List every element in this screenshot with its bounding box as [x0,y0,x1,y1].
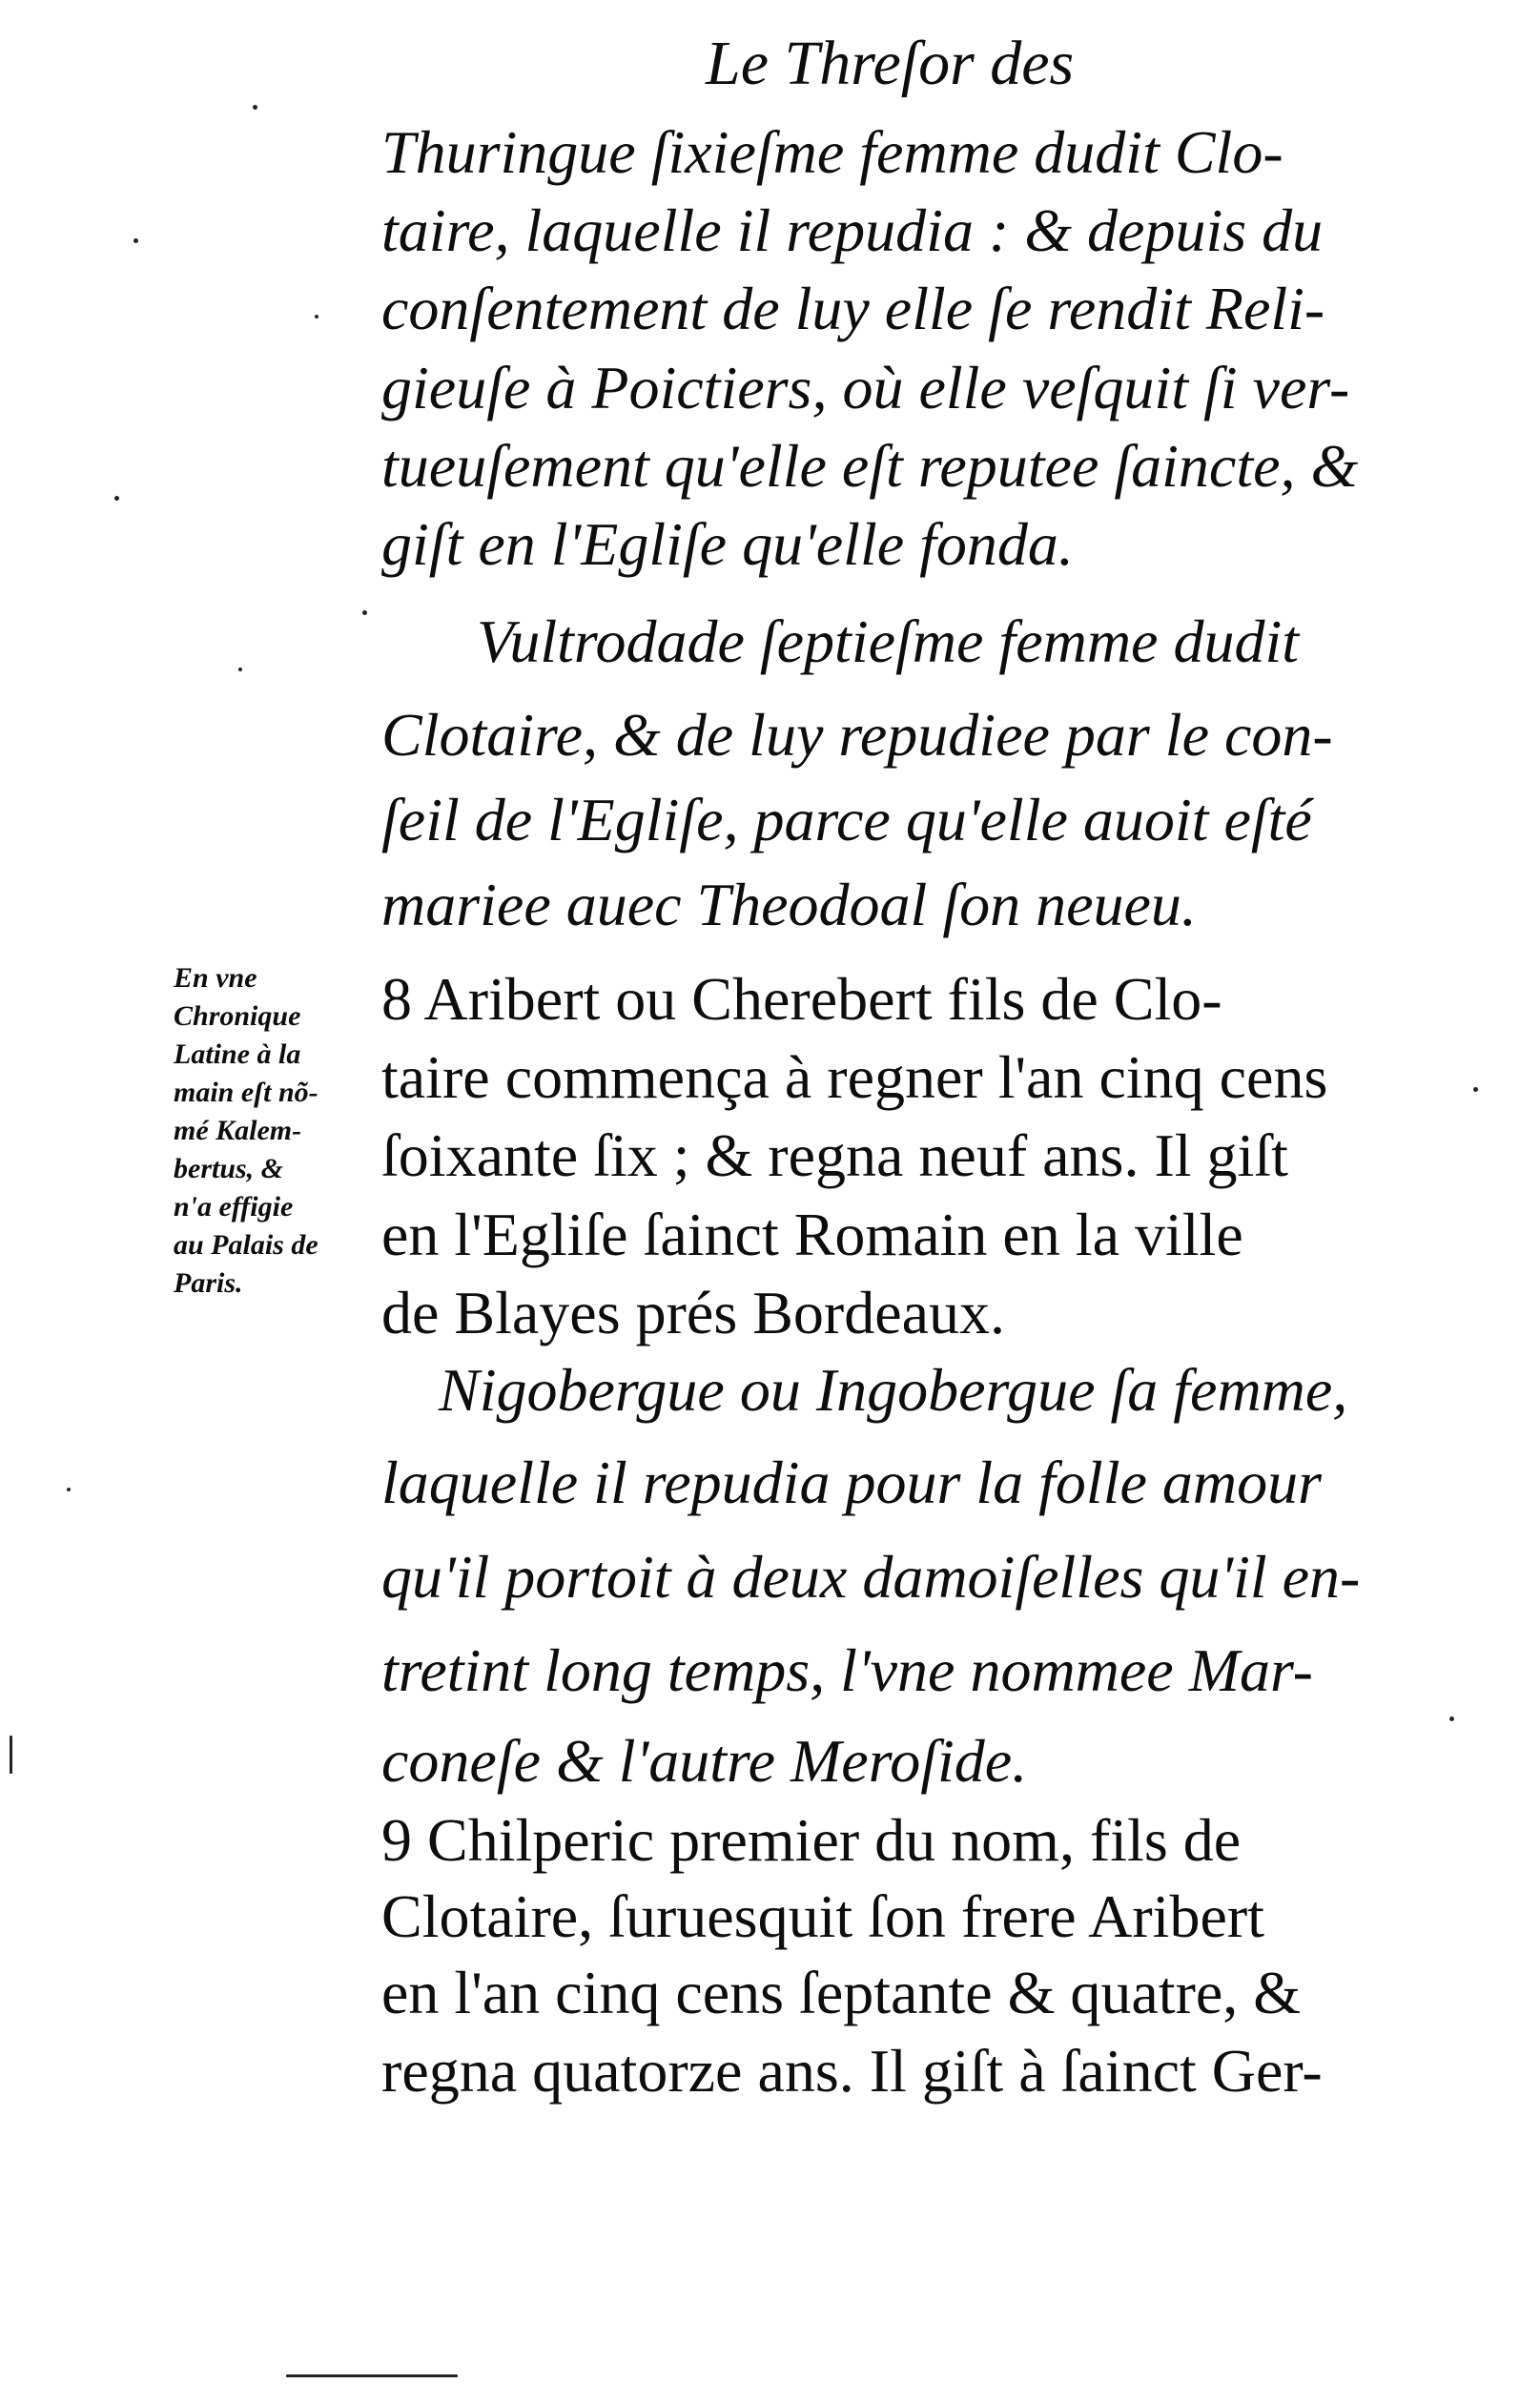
text-line: mariee auec Theodoal ſon neueu. [381,871,1197,938]
text-line: 9 Chilperic premier du nom, fils de [381,1806,1242,1874]
margin-note-line: au Palais de [174,1229,318,1261]
text-line: gieuſe à Poictiers, où elle veſquit ſi ver- [381,354,1350,421]
margin-note-line: Latine à la [174,1038,301,1070]
text-line: Thuringue ſixieſme femme dudit Clo- [381,118,1283,186]
text-line: taire commença à regner l'an cinq cens [381,1043,1328,1111]
text-line: de Blayes prés Bordeaux. [381,1279,1006,1346]
text-line: ſeil de l'Egliſe, parce qu'elle auoit eſté [381,786,1312,853]
margin-note-line: Paris. [174,1267,243,1299]
text-line: ſoixante ſix ; & regna neuf ans. Il giſt [381,1121,1288,1189]
margin-note-line: mé Kalem- [174,1115,302,1146]
margin-note-line: main eſt nõ- [174,1077,318,1108]
text-line: 8 Aribert ou Cherebert fils de Clo- [381,965,1222,1033]
text-line: regna quatorze ans. Il giſt à ſainct Ger- [381,2037,1323,2105]
text-line: Clotaire, ſuruesquit ſon frere Aribert [381,1882,1264,1950]
text-line: Vultrodade ſeptieſme femme dudit [477,607,1299,675]
margin-note-line: En vne [174,962,257,994]
text-line: tretint long temps, l'vne nommee Mar- [381,1636,1313,1704]
text-line: en l'Egliſe ſainct Romain en la ville [381,1201,1243,1268]
running-head: Le Threſor des [706,29,1075,98]
text-line: Nigobergue ou Ingobergue ſa femme, [439,1356,1348,1424]
margin-note-line: bertus, & [174,1153,284,1184]
margin-note-line: n'a effigie [174,1191,294,1223]
margin-note-line: Chronique [174,1000,301,1032]
text-line: giſt en l'Egliſe qu'elle fonda. [381,510,1074,578]
text-line: coneſe & l'autre Meroſide. [381,1727,1028,1795]
text-line: laquelle il repudia pour la folle amour [381,1449,1322,1516]
text-line: tueuſement qu'elle eſt reputee ſaincte, & [381,432,1359,500]
text-line: Clotaire, & de luy repudiee par le con- [381,701,1333,769]
text-line: en l'an cinq cens ſeptante & quatre, & [381,1959,1302,2026]
text-line: taire, laquelle il repudia : & depuis du [381,196,1324,264]
text-line: conſentement de luy elle ſe rendit Reli- [381,275,1325,342]
text-line: qu'il portoit à deux damoiſelles qu'il en- [381,1543,1361,1611]
